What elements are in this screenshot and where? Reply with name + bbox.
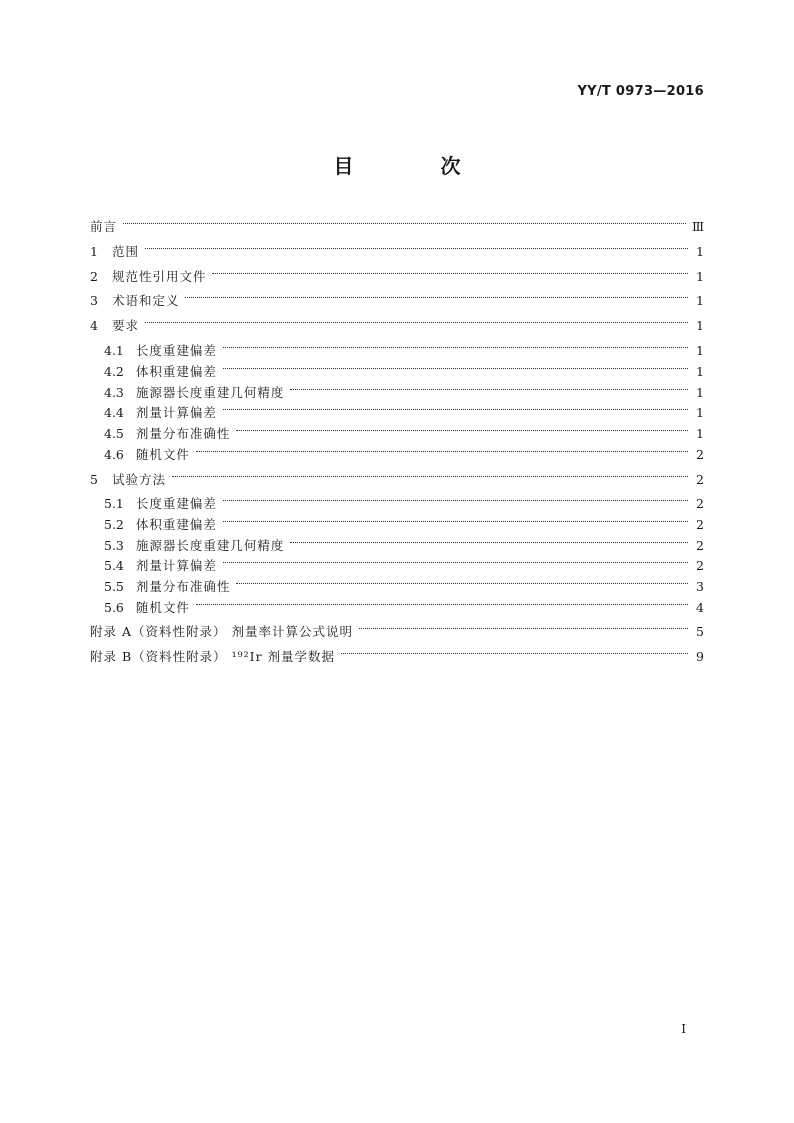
toc-number: 4.6 xyxy=(104,446,124,462)
toc-number: 4.5 xyxy=(104,425,124,441)
toc-page-number: 1 xyxy=(696,363,704,379)
dot-leader xyxy=(196,451,688,452)
page-number: I xyxy=(681,1022,686,1036)
toc-number: 5.2 xyxy=(104,516,124,532)
toc-page-number: 1 xyxy=(696,268,704,284)
toc-number: 2 xyxy=(90,268,98,284)
dot-leader xyxy=(341,653,688,654)
toc-entry-4-4[interactable] xyxy=(90,402,704,422)
toc-page-number: 1 xyxy=(696,425,704,441)
toc-page-number: Ⅲ xyxy=(691,218,704,234)
toc-entry-annex-a[interactable] xyxy=(90,621,704,641)
toc-entry-2[interactable] xyxy=(90,266,704,286)
toc-label: 随机文件 xyxy=(135,447,190,462)
toc-page-number: 2 xyxy=(696,516,704,532)
toc-page-number: 1 xyxy=(696,404,704,420)
toc-number: 4.3 xyxy=(104,384,124,400)
page-title: 目 次 xyxy=(333,154,501,178)
toc-label: 前言 xyxy=(90,219,118,234)
toc-page-number: 2 xyxy=(696,495,704,511)
toc-label: 体积重建偏差 xyxy=(135,364,217,379)
toc-label: 剂量计算偏差 xyxy=(135,405,217,420)
toc-page-number: 1 xyxy=(696,384,704,400)
dot-leader xyxy=(236,583,688,584)
toc-label: 术语和定义 xyxy=(111,293,180,308)
dot-leader xyxy=(223,347,688,348)
toc-entry-5-6[interactable] xyxy=(90,597,704,617)
toc-page-number: 2 xyxy=(696,446,704,462)
toc-label: 附录 B（资料性附录） ¹⁹²Ir 剂量学数据 xyxy=(90,649,336,664)
toc-page-number: 5 xyxy=(696,623,704,639)
toc-entry-4-6[interactable] xyxy=(90,444,704,464)
toc-page-number: 1 xyxy=(696,342,704,358)
toc-page-number: 1 xyxy=(696,292,704,308)
toc-number: 5.6 xyxy=(104,599,124,615)
dot-leader xyxy=(145,322,688,323)
dot-leader xyxy=(223,409,688,410)
toc-number: 5.1 xyxy=(104,495,124,511)
toc-label: 附录 A（资料性附录） 剂量率计算公式说明 xyxy=(90,624,353,639)
toc-number: 4.4 xyxy=(104,404,124,420)
dot-leader xyxy=(223,368,688,369)
toc-page-number: 2 xyxy=(696,471,704,487)
toc-label: 要求 xyxy=(111,318,139,333)
toc-page-number: 4 xyxy=(696,599,704,615)
toc-label: 体积重建偏差 xyxy=(135,517,217,532)
toc-page-number: 1 xyxy=(696,243,704,259)
toc-number: 1 xyxy=(90,243,98,259)
toc-entry-4-5[interactable] xyxy=(90,423,704,443)
toc-entry-1[interactable] xyxy=(90,241,704,261)
toc-entry-5-1[interactable] xyxy=(90,493,704,513)
toc-label: 剂量计算偏差 xyxy=(135,558,217,573)
toc-label: 长度重建偏差 xyxy=(135,343,217,358)
toc-label: 范围 xyxy=(111,244,139,259)
toc-number: 4 xyxy=(90,317,98,333)
toc-label: 施源器长度重建几何精度 xyxy=(135,385,285,400)
toc-entry-5-4[interactable] xyxy=(90,555,704,575)
toc-page-number: 1 xyxy=(696,317,704,333)
dot-leader xyxy=(223,521,688,522)
toc-entry-3[interactable] xyxy=(90,290,704,310)
toc-entry-4-3[interactable] xyxy=(90,382,704,402)
toc-label: 规范性引用文件 xyxy=(111,269,207,284)
toc-entry-5[interactable] xyxy=(90,469,704,489)
toc-page-number: 2 xyxy=(696,557,704,573)
dot-leader xyxy=(223,562,688,563)
toc-page-number: 9 xyxy=(696,648,704,664)
toc-entry-4[interactable] xyxy=(90,315,704,335)
toc-number: 5.3 xyxy=(104,537,124,553)
toc-label: 试验方法 xyxy=(111,472,166,487)
toc-label: 施源器长度重建几何精度 xyxy=(135,538,285,553)
toc-entry-foreword[interactable] xyxy=(90,216,704,236)
dot-leader xyxy=(145,248,688,249)
dot-leader xyxy=(172,476,688,477)
toc-entry-annex-b[interactable] xyxy=(90,646,704,666)
standard-code: YY/T 0973—2016 xyxy=(577,84,704,99)
toc-entry-4-2[interactable] xyxy=(90,361,704,381)
toc-number: 5.5 xyxy=(104,578,124,594)
dot-leader xyxy=(212,273,688,274)
dot-leader xyxy=(290,389,688,390)
dot-leader xyxy=(223,500,688,501)
toc-entry-5-5[interactable] xyxy=(90,576,704,596)
toc-label: 剂量分布准确性 xyxy=(135,579,231,594)
toc-label: 剂量分布准确性 xyxy=(135,426,231,441)
toc-page-number: 2 xyxy=(696,537,704,553)
dot-leader xyxy=(185,297,688,298)
dot-leader xyxy=(196,604,688,605)
toc-entry-5-3[interactable] xyxy=(90,535,704,555)
dot-leader xyxy=(123,223,686,224)
dot-leader xyxy=(359,628,688,629)
toc-number: 4.1 xyxy=(104,342,124,358)
dot-leader xyxy=(236,430,688,431)
toc-label: 长度重建偏差 xyxy=(135,496,217,511)
toc-number: 5.4 xyxy=(104,557,124,573)
toc-page-number: 3 xyxy=(696,578,704,594)
dot-leader xyxy=(290,542,688,543)
toc-label: 随机文件 xyxy=(135,600,190,615)
toc-entry-5-2[interactable] xyxy=(90,514,704,534)
toc-number: 4.2 xyxy=(104,363,124,379)
toc-number: 5 xyxy=(90,471,98,487)
toc-number: 3 xyxy=(90,292,98,308)
toc-entry-4-1[interactable] xyxy=(90,340,704,360)
